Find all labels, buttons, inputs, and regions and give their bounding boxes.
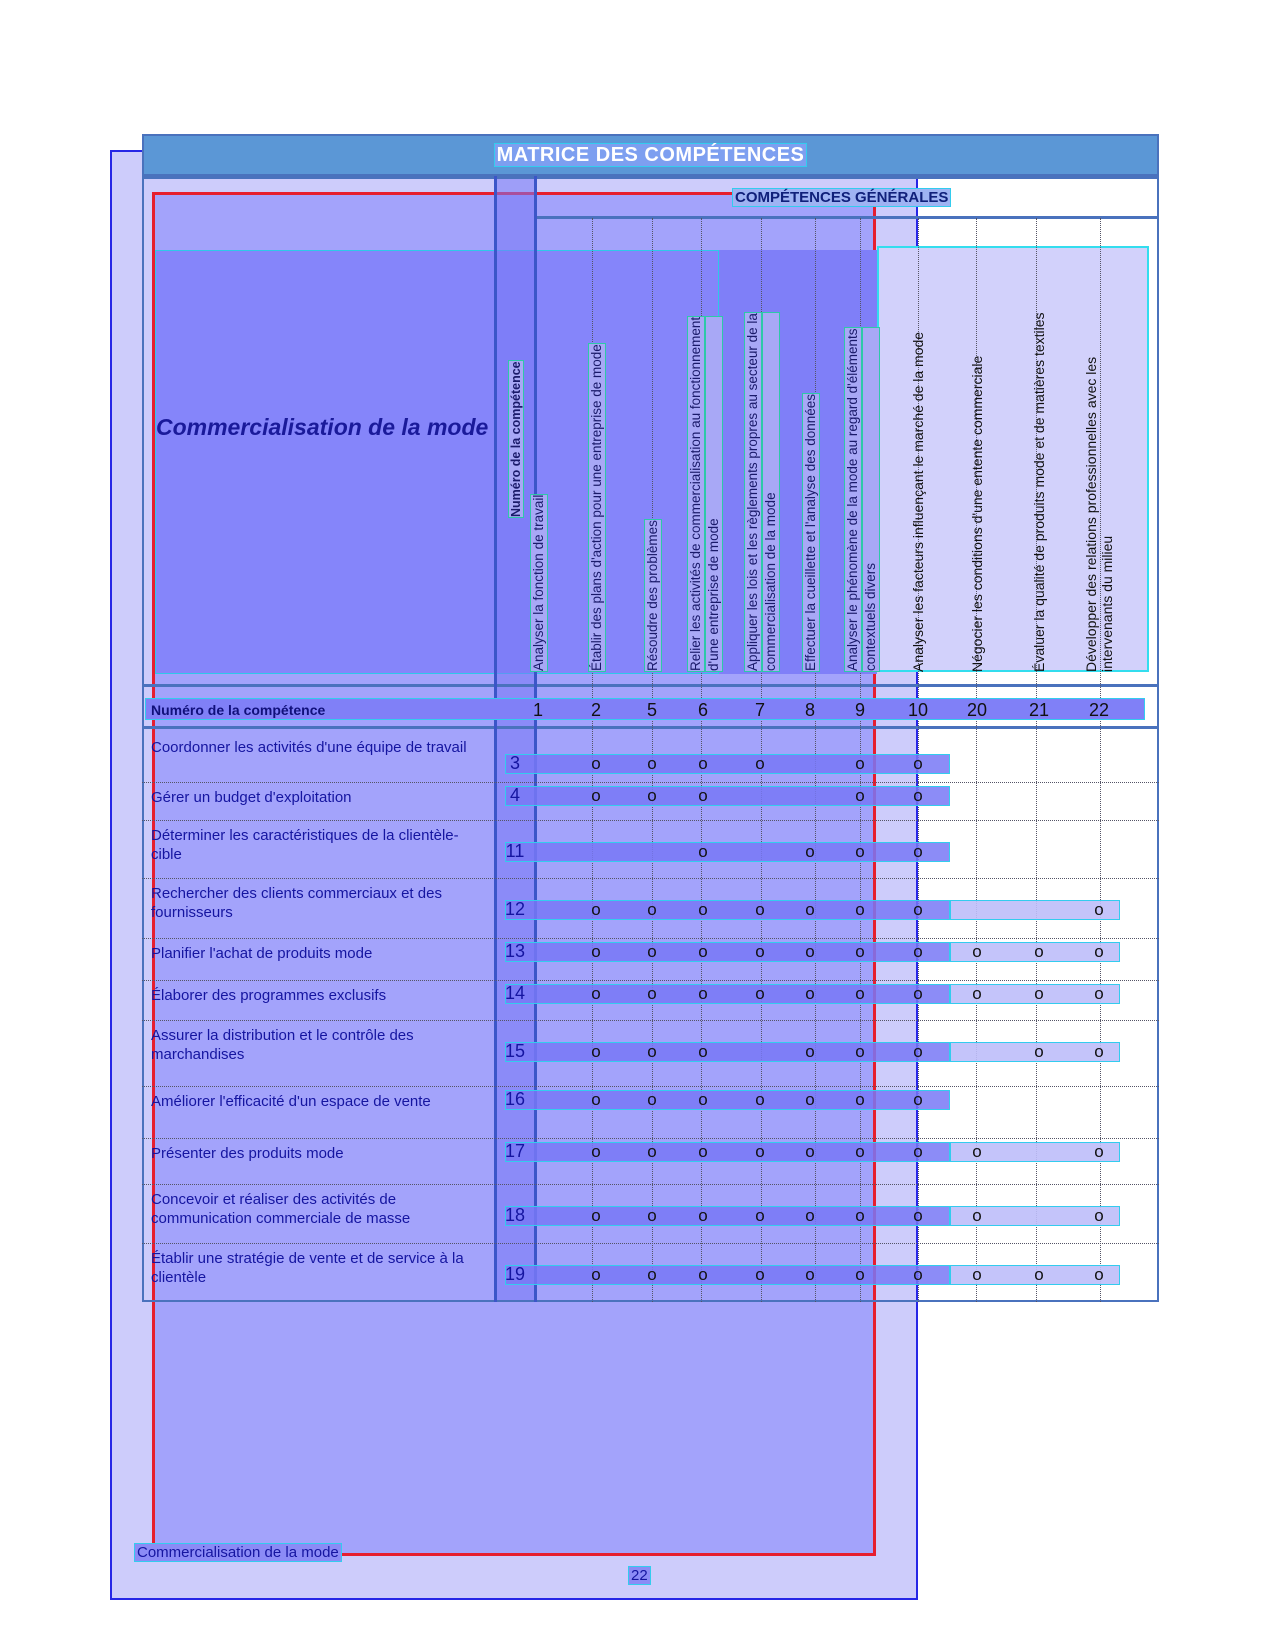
column-header-line: Négocier les conditions d'une entente commerciale: [969, 355, 985, 672]
matrix-cell: o: [855, 1265, 865, 1284]
column-header-line: intervenants du milieu: [1099, 535, 1115, 672]
column-header-line: Établir des plans d'action pour une entreprise de mode: [589, 344, 604, 671]
overlay-row-bar: [505, 1090, 950, 1110]
matrix-cell: o: [647, 900, 657, 919]
column-header-line: Résoudre des problèmes: [645, 520, 660, 671]
column-number: 10: [907, 700, 929, 720]
matrix-cell: o: [913, 1042, 923, 1061]
number-column-vertical-text: Numéro de la compétence: [509, 361, 523, 517]
matrix-cell: o: [805, 900, 815, 919]
column-header-line: Évaluer la qualité de produits mode et de matières textiles: [1031, 312, 1047, 672]
column-number: 21: [1028, 700, 1050, 720]
grid-dotted-hline: [142, 820, 1159, 821]
matrix-title: MATRICE DES COMPÉTENCES: [494, 143, 808, 167]
overlay-row-bar: [505, 942, 950, 962]
matrix-cell: o: [755, 1206, 765, 1225]
matrix-cell: o: [755, 900, 765, 919]
row-number: 12: [504, 899, 526, 919]
matrix-cell: o: [913, 1142, 923, 1161]
matrix-cell: o: [972, 984, 982, 1003]
row-label: Planifier l'achat de produits mode: [151, 945, 373, 962]
matrix-cell: o: [755, 1090, 765, 1109]
matrix-cell: o: [855, 1042, 865, 1061]
matrix-cell: o: [591, 1265, 601, 1284]
column-header-10: [910, 332, 926, 672]
column-number: 2: [590, 700, 601, 720]
column-header-line: Effectuer la cueillette et l'analyse des données: [803, 393, 818, 671]
matrix-cell: o: [913, 842, 923, 861]
matrix-cell: o: [698, 1265, 708, 1284]
matrix-cell: o: [591, 1042, 601, 1061]
row-label: Concevoir et réaliser des activités de communication commerciale de masse: [151, 1191, 411, 1227]
overlay-row-bar: [505, 1265, 950, 1285]
matrix-cell: o: [698, 786, 708, 805]
matrix-cell: o: [913, 942, 923, 961]
matrix-cell: o: [1094, 984, 1104, 1003]
matrix-cell: o: [972, 1206, 982, 1225]
matrix-cell: o: [972, 942, 982, 961]
grid-hline: [142, 684, 1159, 687]
overlay-row-bar: [505, 1042, 950, 1062]
column-header-line: d'une entreprise de mode: [705, 316, 723, 672]
matrix-cell: o: [913, 984, 923, 1003]
matrix-cell: o: [698, 1042, 708, 1061]
number-column-vertical-label: [508, 360, 524, 518]
row-label: Coordonner les activités d'une équipe de travail: [151, 739, 467, 756]
matrix-cell: o: [855, 842, 865, 861]
matrix-cell: o: [913, 754, 923, 773]
column-number: 20: [966, 700, 988, 720]
number-row-label: Numéro de la compétence: [151, 702, 326, 718]
matrix-cell: o: [1034, 1265, 1044, 1284]
grid-hline: [142, 176, 1159, 179]
matrix-cell: o: [855, 1090, 865, 1109]
grid-dotted-hline: [142, 1086, 1159, 1087]
matrix-cell: o: [591, 984, 601, 1003]
column-header-20: [969, 356, 985, 672]
overlay-row-bar: [505, 1206, 950, 1226]
matrix-cell: o: [1094, 1206, 1104, 1225]
matrix-cell: o: [647, 1142, 657, 1161]
overlay-row-bar: [505, 754, 950, 774]
row-number: 17: [504, 1141, 526, 1161]
row-label: Présenter des produits mode: [151, 1145, 344, 1162]
matrix-cell: o: [913, 1206, 923, 1225]
matrix-cell: o: [591, 754, 601, 773]
matrix-cell: o: [805, 1090, 815, 1109]
overlay-row-bar: [505, 842, 950, 862]
row-label: Établir une stratégie de vente et de service à la clientèle: [151, 1250, 464, 1286]
matrix-cell: o: [972, 1142, 982, 1161]
matrix-cell: o: [647, 1042, 657, 1061]
row-label: Gérer un budget d'exploitation: [151, 789, 352, 806]
matrix-cell: o: [698, 942, 708, 961]
matrix-cell: o: [591, 1142, 601, 1161]
matrix-cell: o: [913, 900, 923, 919]
matrix-cell: o: [647, 984, 657, 1003]
column-header-1: [530, 494, 548, 672]
column-header-line: Relier les activités de commercialisation au fonctionnement: [688, 316, 703, 671]
matrix-cell: o: [1094, 900, 1104, 919]
grid-dotted-hline: [142, 1020, 1159, 1021]
general-competencies-label: COMPÉTENCES GÉNÉRALES: [732, 188, 951, 207]
matrix-cell: o: [1094, 1142, 1104, 1161]
matrix-cell: o: [913, 1265, 923, 1284]
row-number: 15: [504, 1041, 526, 1061]
overlay-row-bar: [505, 900, 950, 920]
column-header-line: Analyser le phénomène de la mode au regard d'éléments: [845, 328, 860, 671]
matrix-cell: o: [698, 984, 708, 1003]
matrix-cell: o: [805, 842, 815, 861]
matrix-cell: o: [913, 1090, 923, 1109]
matrix-cell: o: [1034, 984, 1044, 1003]
matrix-cell: o: [913, 786, 923, 805]
matrix-cell: o: [591, 786, 601, 805]
matrix-cell: o: [1094, 942, 1104, 961]
column-number: 8: [804, 700, 815, 720]
matrix-cell: o: [698, 900, 708, 919]
matrix-cell: o: [647, 754, 657, 773]
row-label: Assurer la distribution et le contrôle des marchandises: [151, 1027, 414, 1063]
row-number: 3: [509, 753, 520, 773]
column-header-7: [744, 312, 780, 672]
column-header-8: [802, 393, 820, 672]
grid-vline: [494, 176, 497, 1302]
matrix-cell: o: [755, 1265, 765, 1284]
column-number: 9: [854, 700, 865, 720]
matrix-cell: o: [755, 984, 765, 1003]
column-header-line: Analyser les facteurs influençant le marché de la mode: [910, 331, 926, 672]
matrix-cell: o: [1094, 1042, 1104, 1061]
row-number: 19: [504, 1264, 526, 1284]
row-number: 11: [505, 841, 525, 861]
matrix-cell: o: [591, 900, 601, 919]
matrix-cell: o: [591, 942, 601, 961]
matrix-cell: o: [647, 1090, 657, 1109]
overlay-row-bar: [505, 786, 950, 806]
matrix-cell: o: [698, 1206, 708, 1225]
matrix-title-bar: [142, 134, 1159, 176]
grid-dotted-hline: [142, 782, 1159, 783]
matrix-cell: o: [855, 942, 865, 961]
column-header-line: Développer des relations professionnelles avec les: [1083, 356, 1099, 672]
matrix-cell: o: [698, 842, 708, 861]
matrix-cell: o: [805, 1142, 815, 1161]
matrix-cell: o: [755, 1142, 765, 1161]
grid-dotted-hline: [142, 1184, 1159, 1185]
grid-vline: [534, 176, 537, 1302]
matrix-cell: o: [755, 754, 765, 773]
column-number: 5: [646, 700, 657, 720]
matrix-cell: o: [855, 1142, 865, 1161]
matrix-cell: o: [805, 1206, 815, 1225]
matrix-cell: o: [855, 786, 865, 805]
row-label: Déterminer les caractéristiques de la clientèle-cible: [151, 827, 459, 863]
row-number: 13: [504, 941, 526, 961]
matrix-cell: o: [647, 1265, 657, 1284]
column-number: 6: [697, 700, 708, 720]
grid-dotted-hline: [142, 1138, 1159, 1139]
matrix-cell: o: [1034, 1042, 1044, 1061]
footer-page-number: 22: [628, 1566, 651, 1585]
matrix-cell: o: [591, 1090, 601, 1109]
matrix-cell: o: [805, 1265, 815, 1284]
column-header-5: [644, 519, 662, 672]
column-header-2: [588, 343, 606, 672]
matrix-cell: o: [805, 984, 815, 1003]
matrix-cell: o: [972, 1265, 982, 1284]
row-label: Rechercher des clients commerciaux et des fournisseurs: [151, 885, 442, 921]
footer-program: Commercialisation de la mode: [134, 1543, 342, 1562]
matrix-cell: o: [855, 984, 865, 1003]
grid-dotted-hline: [142, 938, 1159, 939]
column-header-line: Appliquer les lois et les règlements propres au secteur de la: [745, 313, 760, 671]
matrix-cell: o: [647, 1206, 657, 1225]
column-header-22: [1083, 357, 1115, 672]
grid-hline: [142, 726, 1159, 729]
column-header-9: [844, 327, 880, 672]
grid-dotted-hline: [142, 1243, 1159, 1244]
column-number: 22: [1088, 700, 1110, 720]
grid-dotted-hline: [142, 980, 1159, 981]
matrix-cell: o: [805, 1042, 815, 1061]
matrix-cell: o: [647, 942, 657, 961]
matrix-cell: o: [698, 1090, 708, 1109]
row-number: 14: [504, 983, 526, 1003]
row-number: 16: [504, 1089, 526, 1109]
program-title: Commercialisation de la mode: [156, 414, 489, 440]
row-label: Améliorer l'efficacité d'un espace de vente: [151, 1093, 431, 1110]
column-number: 7: [754, 700, 765, 720]
matrix-cell: o: [1094, 1265, 1104, 1284]
overlay-row-bar: [505, 1142, 950, 1162]
matrix-cell: o: [805, 942, 815, 961]
row-label: Élaborer des programmes exclusifs: [151, 987, 387, 1004]
column-number: 1: [532, 700, 543, 720]
matrix-cell: o: [591, 1206, 601, 1225]
column-header-line: commercialisation de la mode: [762, 312, 780, 672]
matrix-cell: o: [647, 786, 657, 805]
grid-hline: [535, 216, 1159, 219]
row-number: 4: [509, 785, 520, 805]
matrix-cell: o: [698, 1142, 708, 1161]
column-header-line: Analyser la fonction de travail: [531, 494, 546, 671]
matrix-cell: o: [698, 754, 708, 773]
overlay-row-bar: [505, 984, 950, 1004]
column-header-21: [1031, 312, 1047, 672]
grid-dotted-hline: [142, 878, 1159, 879]
matrix-cell: o: [755, 942, 765, 961]
matrix-cell: o: [855, 1206, 865, 1225]
row-number: 18: [504, 1205, 526, 1225]
matrix-cell: o: [855, 900, 865, 919]
matrix-cell: o: [855, 754, 865, 773]
column-header-6: [687, 316, 723, 672]
matrix-cell: o: [1034, 942, 1044, 961]
column-header-line: contextuels divers: [862, 327, 880, 672]
